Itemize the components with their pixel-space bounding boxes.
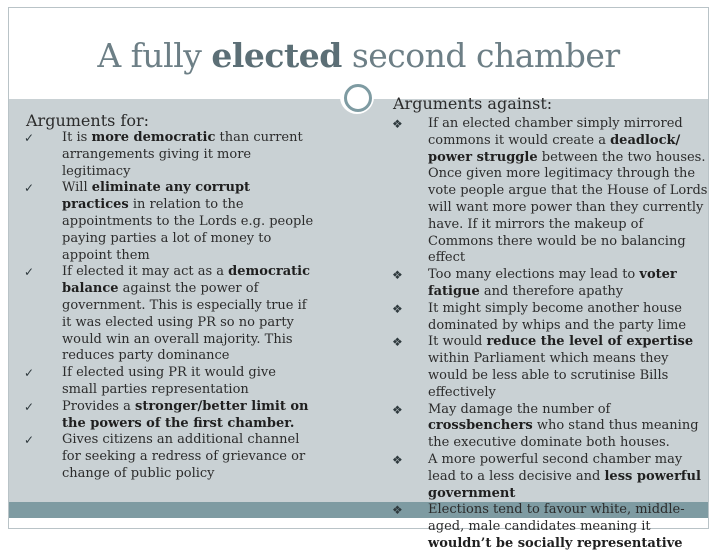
list-item: ❖ Too many elections may lead to voter fatigue and therefore apathy — [392, 267, 677, 299]
list-item: ✓ If elected it may act as a democratic balance against the power of government. This is especially true if it was elected using PR so no party would win an overall majority. This reduces party dominance — [24, 264, 311, 364]
checkmark-icon: ✓ — [24, 265, 35, 280]
checkmark-icon: ✓ — [24, 399, 35, 414]
diamond-bullet-icon: ❖ — [392, 117, 403, 131]
list-item: ✓ Gives citizens an additional channel for seeking a redress of grievance or change of public policy — [24, 432, 306, 481]
checkmark-icon: ✓ — [24, 131, 35, 145]
list-item: ❖ It might simply become another house dominated by whips and the party lime — [392, 300, 687, 333]
list-item: ✓ Provides a stronger/better limit on the powers of the first chamber. — [24, 398, 309, 431]
arguments-against-list — [390, 116, 708, 553]
diamond-bullet-icon: ❖ — [392, 503, 403, 518]
checkmark-icon: ✓ — [24, 366, 35, 381]
checkmark-icon: ✓ — [24, 433, 35, 448]
list-item: ✓ Will eliminate any corrupt practices in relation to the appointments to the Lords e.g. people paying parties a lot of money to appoint them — [24, 180, 314, 263]
list-item: ❖ Elections tend to favour white, middle-aged, male candidates meaning it wouldn’t be socially representative — [392, 502, 685, 551]
diamond-bullet-icon: ❖ — [392, 268, 403, 283]
circle-ornament-icon — [344, 84, 372, 112]
list-item: ❖ A more powerful second chamber may lead to a less decisive and less powerful government — [392, 451, 701, 501]
diamond-bullet-icon: ❖ — [392, 452, 403, 467]
diamond-bullet-icon: ❖ — [392, 402, 403, 417]
arguments-for-heading: Arguments for: — [26, 111, 150, 130]
diamond-bullet-icon: ❖ — [392, 335, 403, 350]
arguments-for-list — [24, 130, 314, 483]
arguments-against-heading: Arguments against: — [393, 94, 553, 113]
slide-title: A fully elected second chamber — [97, 36, 620, 75]
list-item: ❖ It would reduce the level of expertise within Parliament which means they would be less able to scrutinise Bills effectively — [392, 334, 694, 400]
list-item: ❖ May damage the number of crossbenchers who stand thus meaning the executive dominate both houses. — [392, 401, 699, 451]
list-item: ✓ If elected using PR it would give small parties representation — [24, 365, 276, 397]
list-item: ✓ It is more democratic than current arrangements giving it more legitimacy — [24, 130, 303, 179]
diamond-bullet-icon: ❖ — [392, 301, 403, 316]
list-item: ❖ If an elected chamber simply mirrored commons it would create a deadlock/ power struggle between the two houses. Once given more legitimacy through the vote people argue that the House of Lords will want more power than they currently have. If it mirrors the makeup of Commons there would be no balancing effect — [392, 116, 708, 266]
checkmark-icon: ✓ — [24, 181, 35, 196]
